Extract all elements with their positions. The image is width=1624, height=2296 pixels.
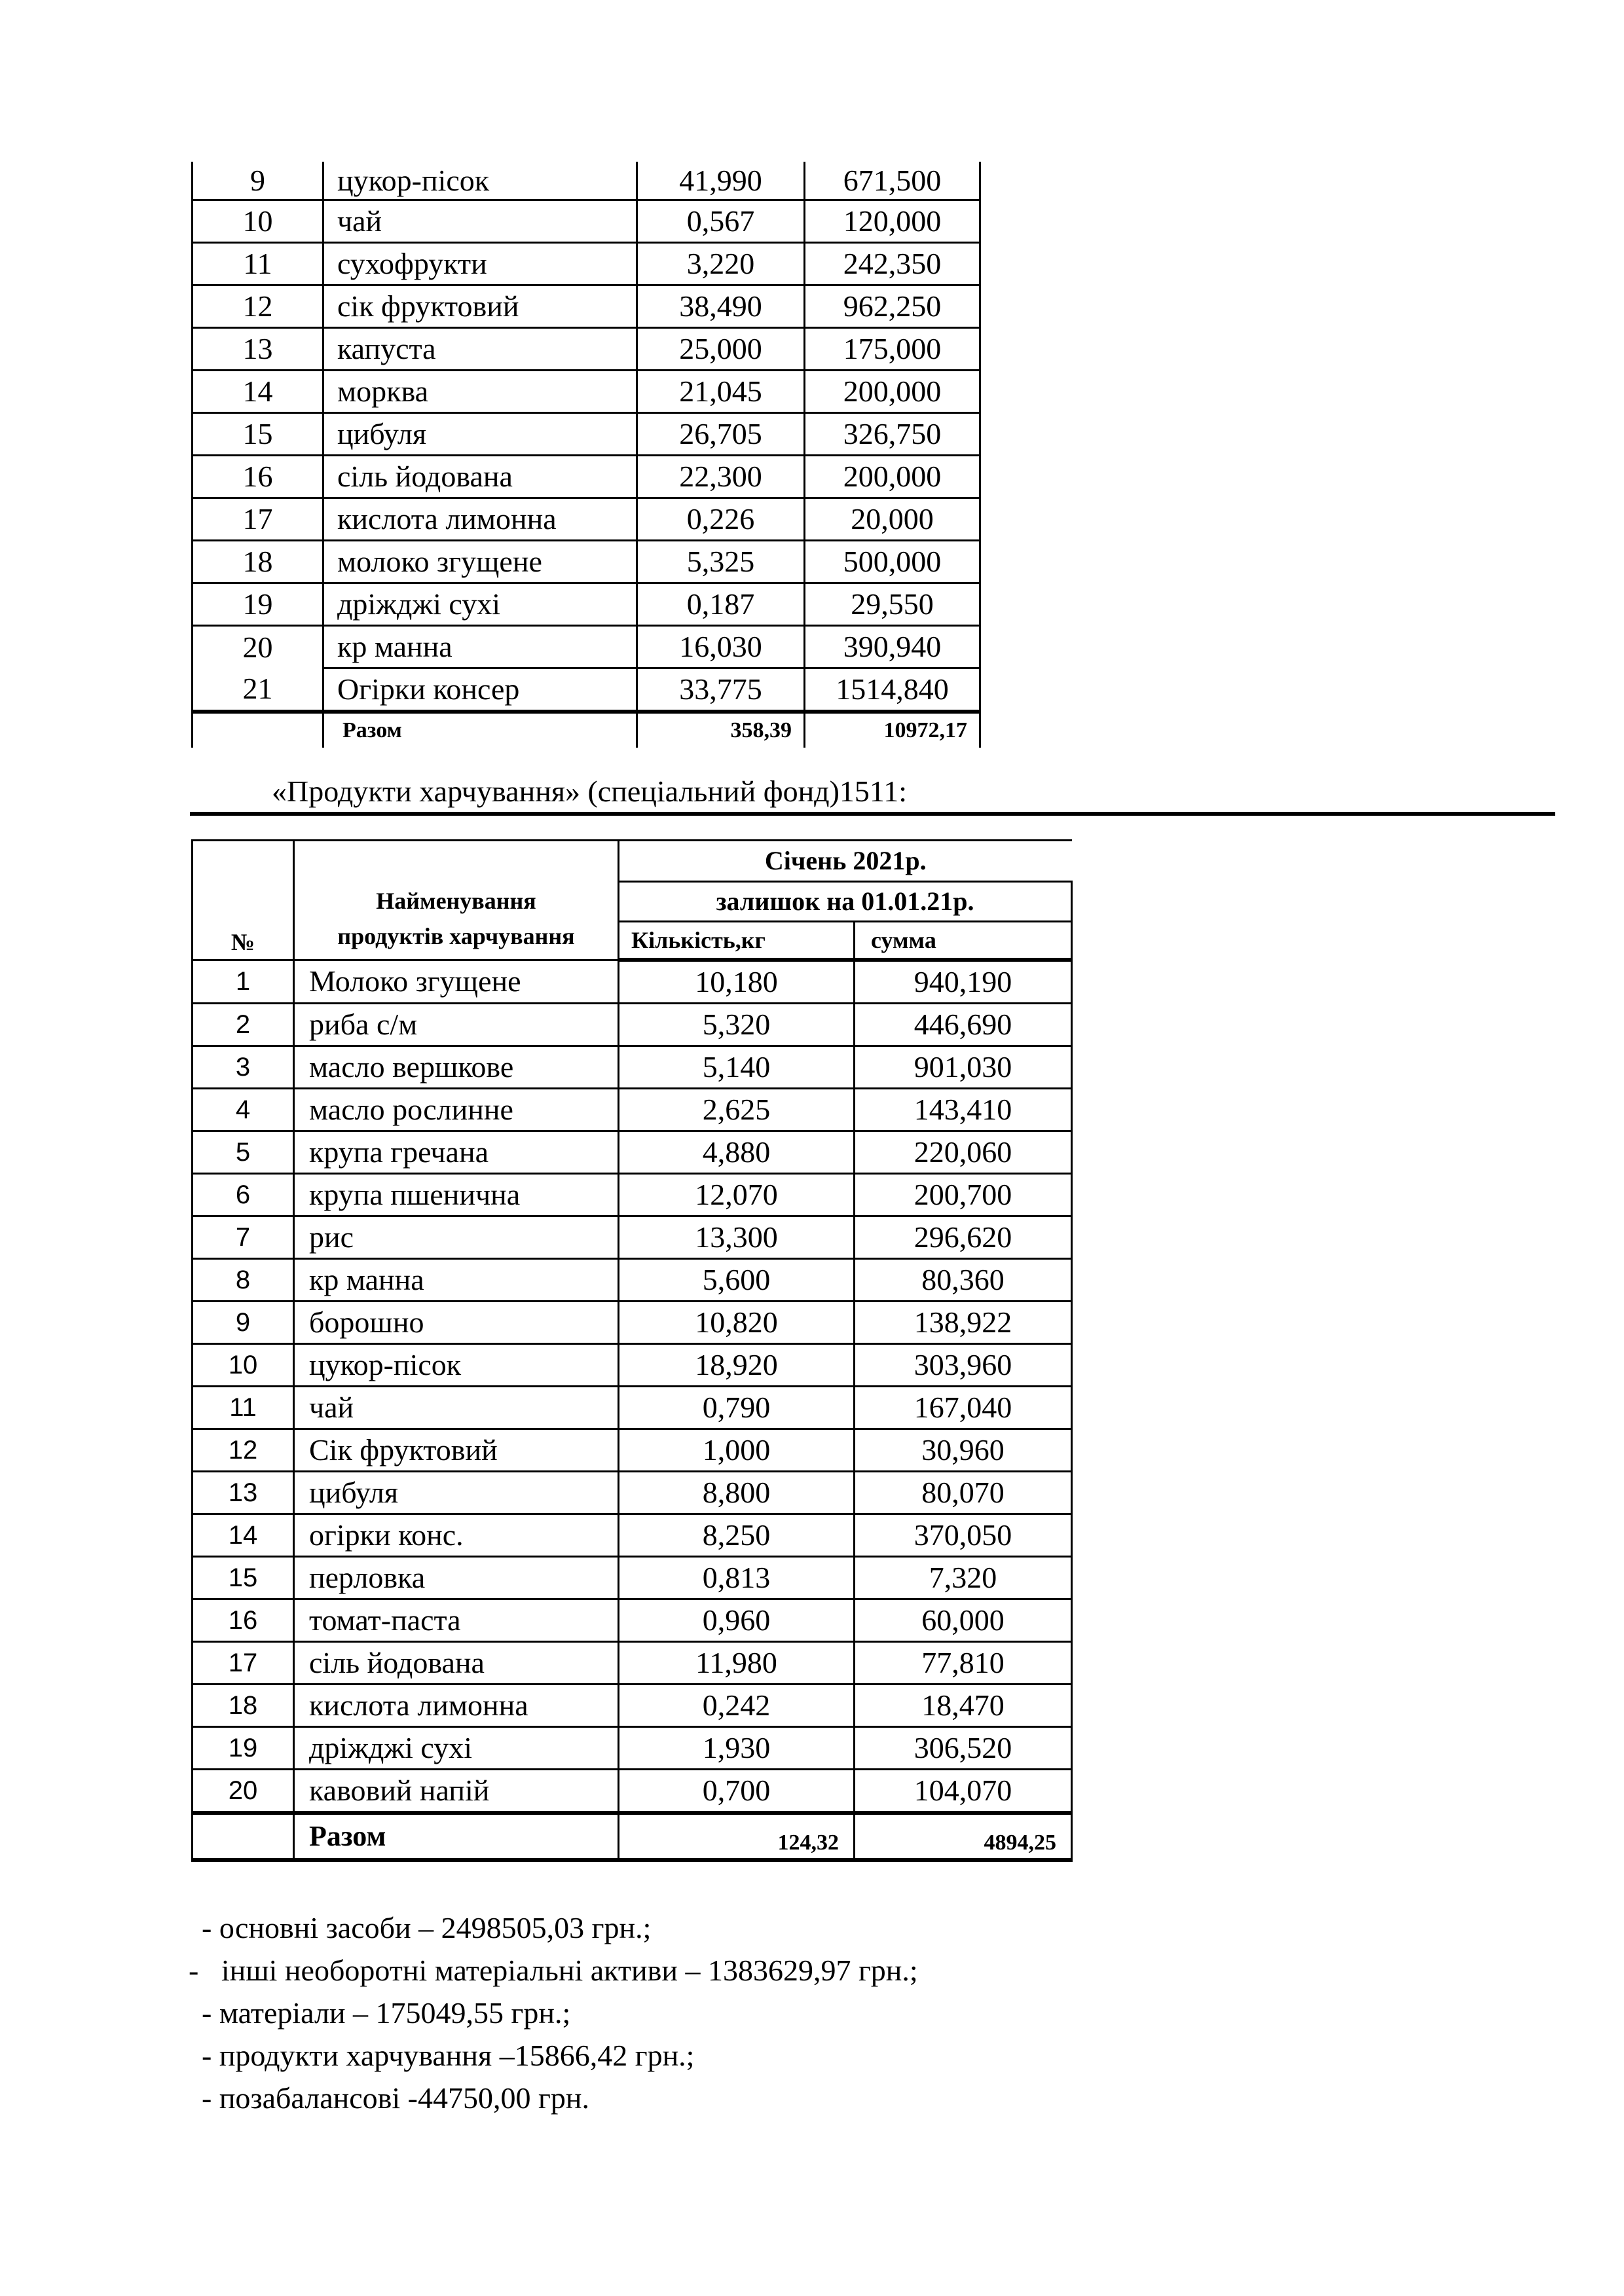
product-name: масло вершкове	[294, 1046, 619, 1089]
product-name: крупа гречана	[294, 1131, 619, 1174]
sum-cell: 901,030	[855, 1046, 1072, 1089]
quantity-cell: 10,180	[619, 960, 855, 1004]
quantity-cell: 38,490	[637, 285, 805, 328]
sum-cell: 104,070	[855, 1770, 1072, 1813]
quantity-cell: 8,800	[619, 1472, 855, 1514]
table-row	[193, 1472, 1072, 1514]
product-name: перловка	[294, 1557, 619, 1599]
quantity-cell: 3,220	[637, 243, 805, 285]
quantity-cell: 0,187	[637, 583, 805, 626]
product-name: сік фруктовий	[323, 285, 637, 328]
quantity-cell: 0,790	[619, 1387, 855, 1429]
row-number: 13	[193, 328, 323, 371]
total-row	[193, 712, 980, 748]
header-quantity: Кількість,кг	[619, 922, 855, 960]
product-name: дріжджі сухі	[323, 583, 637, 626]
table-row	[193, 413, 980, 456]
row-number: 15	[193, 1557, 294, 1599]
table-row	[193, 498, 980, 541]
table-row	[193, 328, 980, 371]
row-number: 17	[193, 498, 323, 541]
table-row	[193, 200, 980, 243]
product-name: дріжджі сухі	[294, 1727, 619, 1770]
table-row	[193, 668, 980, 712]
total-label: Разом	[323, 712, 637, 748]
sum-cell: 200,700	[855, 1174, 1072, 1216]
row-number: 19	[193, 1727, 294, 1770]
quantity-cell: 12,070	[619, 1174, 855, 1216]
sum-cell: 80,070	[855, 1472, 1072, 1514]
quantity-cell: 0,567	[637, 200, 805, 243]
quantity-cell: 2,625	[619, 1089, 855, 1131]
table-row	[193, 1429, 1072, 1472]
total-quantity: 358,39	[637, 712, 805, 748]
row-number: 12	[193, 285, 323, 328]
section-divider	[190, 812, 1555, 816]
table-row	[193, 1770, 1072, 1813]
sum-cell: 500,000	[805, 541, 980, 583]
header-balance-date: залишок на 01.01.21р.	[619, 882, 1072, 922]
row-number: 8	[193, 1259, 294, 1302]
table-row	[193, 1131, 1072, 1174]
quantity-cell: 22,300	[637, 456, 805, 498]
quantity-cell: 0,226	[637, 498, 805, 541]
summary-other-noncurrent-assets: - інші необоротні матеріальні активи – 1383629,97 грн.;	[189, 1954, 918, 1987]
row-number: 18	[193, 1685, 294, 1727]
row-number: 20	[193, 626, 323, 668]
sum-cell: 7,320	[855, 1557, 1072, 1599]
table-row	[193, 626, 980, 668]
row-number: 1	[193, 960, 294, 1004]
sum-cell: 962,250	[805, 285, 980, 328]
header-product-name-line2: продуктів харчування	[337, 922, 575, 949]
row-number: 17	[193, 1642, 294, 1685]
row-number: 9	[193, 1302, 294, 1344]
table-row	[193, 1089, 1072, 1131]
product-name: кавовий напій	[294, 1770, 619, 1813]
header-product-name-line1: Найменування	[376, 887, 536, 914]
quantity-cell: 26,705	[637, 413, 805, 456]
table-row	[193, 162, 980, 200]
sum-cell: 29,550	[805, 583, 980, 626]
header-month: Січень 2021р.	[619, 841, 1072, 882]
product-name: чай	[323, 200, 637, 243]
total-quantity: 124,32	[619, 1813, 855, 1860]
quantity-cell: 25,000	[637, 328, 805, 371]
sum-cell: 80,360	[855, 1259, 1072, 1302]
row-number: 19	[193, 583, 323, 626]
row-number: 10	[193, 200, 323, 243]
header-sum: сумма	[855, 922, 1072, 960]
row-number: 20	[193, 1770, 294, 1813]
quantity-cell: 21,045	[637, 371, 805, 413]
row-number: 7	[193, 1216, 294, 1259]
row-number: 12	[193, 1429, 294, 1472]
summary-off-balance: - позабалансові -44750,00 грн.	[202, 2081, 589, 2115]
product-name: рис	[294, 1216, 619, 1259]
table-row	[193, 243, 980, 285]
row-number: 4	[193, 1089, 294, 1131]
sum-cell: 940,190	[855, 960, 1072, 1004]
row-number: 5	[193, 1131, 294, 1174]
table-row	[193, 1259, 1072, 1302]
product-name: сухофрукти	[323, 243, 637, 285]
table-row	[193, 456, 980, 498]
food-products-table-special-fund	[191, 839, 1073, 1862]
product-name: Сік фруктовий	[294, 1429, 619, 1472]
row-number: 16	[193, 1599, 294, 1642]
sum-cell: 60,000	[855, 1599, 1072, 1642]
total-sum: 4894,25	[855, 1813, 1072, 1860]
table-row	[193, 541, 980, 583]
quantity-cell: 8,250	[619, 1514, 855, 1557]
table-row	[193, 960, 1072, 1004]
table-row	[193, 1514, 1072, 1557]
quantity-cell: 16,030	[637, 626, 805, 668]
quantity-cell: 4,880	[619, 1131, 855, 1174]
product-name: крупа пшенична	[294, 1174, 619, 1216]
sum-cell: 303,960	[855, 1344, 1072, 1387]
row-number: 11	[193, 1387, 294, 1429]
sum-cell: 200,000	[805, 456, 980, 498]
table-row	[193, 583, 980, 626]
sum-cell: 671,500	[805, 162, 980, 200]
sum-cell: 167,040	[855, 1387, 1072, 1429]
product-name: риба с/м	[294, 1004, 619, 1046]
sum-cell: 20,000	[805, 498, 980, 541]
sum-cell: 220,060	[855, 1131, 1072, 1174]
row-number: 18	[193, 541, 323, 583]
sum-cell: 77,810	[855, 1642, 1072, 1685]
product-name: цукор-пісок	[323, 162, 637, 200]
quantity-cell: 1,000	[619, 1429, 855, 1472]
sum-cell: 306,520	[855, 1727, 1072, 1770]
quantity-cell: 0,700	[619, 1770, 855, 1813]
quantity-cell: 5,600	[619, 1259, 855, 1302]
summary-fixed-assets: - основні засоби – 2498505,03 грн.;	[202, 1911, 652, 1944]
product-name: молоко згущене	[323, 541, 637, 583]
total-sum: 10972,17	[805, 712, 980, 748]
sum-cell: 120,000	[805, 200, 980, 243]
special-fund-caption: «Продукти харчування» (спеціальний фонд)1511:	[272, 774, 907, 808]
sum-cell: 138,922	[855, 1302, 1072, 1344]
product-name: кр манна	[294, 1259, 619, 1302]
product-name: Молоко згущене	[294, 960, 619, 1004]
total-label: Разом	[294, 1813, 619, 1860]
table-row	[193, 1387, 1072, 1429]
total-row	[193, 1813, 1072, 1860]
row-number: 6	[193, 1174, 294, 1216]
product-name: цибуля	[294, 1472, 619, 1514]
table-row	[193, 1004, 1072, 1046]
sum-cell: 242,350	[805, 243, 980, 285]
product-name: сіль йодована	[323, 456, 637, 498]
quantity-cell: 11,980	[619, 1642, 855, 1685]
quantity-cell: 13,300	[619, 1216, 855, 1259]
product-name: цибуля	[323, 413, 637, 456]
table-row	[193, 1174, 1072, 1216]
product-name: цукор-пісок	[294, 1344, 619, 1387]
summary-materials: - матеріали – 175049,55 грн.;	[202, 1996, 571, 2030]
product-name: кислота лимонна	[294, 1685, 619, 1727]
table-row	[193, 1344, 1072, 1387]
row-number: 9	[193, 162, 323, 200]
quantity-cell: 33,775	[637, 668, 805, 712]
table-row	[193, 1599, 1072, 1642]
table-row	[193, 1046, 1072, 1089]
quantity-cell: 0,960	[619, 1599, 855, 1642]
sum-cell: 200,000	[805, 371, 980, 413]
row-number: 14	[193, 371, 323, 413]
total-empty-cell	[193, 1813, 294, 1860]
quantity-cell: 5,325	[637, 541, 805, 583]
food-products-table-general	[191, 162, 981, 748]
row-number: 13	[193, 1472, 294, 1514]
product-name: морква	[323, 371, 637, 413]
quantity-cell: 5,320	[619, 1004, 855, 1046]
table-row	[193, 1727, 1072, 1770]
row-number: 11	[193, 243, 323, 285]
row-number: 2	[193, 1004, 294, 1046]
header-row-month	[193, 841, 1072, 882]
quantity-cell: 0,242	[619, 1685, 855, 1727]
total-empty-cell	[193, 712, 323, 748]
product-name: томат-паста	[294, 1599, 619, 1642]
table-row	[193, 285, 980, 328]
product-name: кр манна	[323, 626, 637, 668]
row-number: 21	[193, 668, 323, 712]
product-name: капуста	[323, 328, 637, 371]
product-name: сіль йодована	[294, 1642, 619, 1685]
sum-cell: 370,050	[855, 1514, 1072, 1557]
quantity-cell: 0,813	[619, 1557, 855, 1599]
row-number: 15	[193, 413, 323, 456]
table-row	[193, 1557, 1072, 1599]
product-name: масло рослинне	[294, 1089, 619, 1131]
table-row	[193, 1302, 1072, 1344]
header-product-name	[294, 841, 619, 960]
row-number: 3	[193, 1046, 294, 1089]
sum-cell: 326,750	[805, 413, 980, 456]
quantity-cell: 18,920	[619, 1344, 855, 1387]
sum-cell: 30,960	[855, 1429, 1072, 1472]
quantity-cell: 41,990	[637, 162, 805, 200]
table-row	[193, 371, 980, 413]
sum-cell: 143,410	[855, 1089, 1072, 1131]
product-name: кислота лимонна	[323, 498, 637, 541]
row-number: 16	[193, 456, 323, 498]
row-number: 10	[193, 1344, 294, 1387]
product-name: огірки конс.	[294, 1514, 619, 1557]
sum-cell: 18,470	[855, 1685, 1072, 1727]
quantity-cell: 10,820	[619, 1302, 855, 1344]
table-row	[193, 1642, 1072, 1685]
table-row	[193, 1685, 1072, 1727]
sum-cell: 296,620	[855, 1216, 1072, 1259]
sum-cell: 1514,840	[805, 668, 980, 712]
quantity-cell: 1,930	[619, 1727, 855, 1770]
sum-cell: 390,940	[805, 626, 980, 668]
sum-cell: 175,000	[805, 328, 980, 371]
sum-cell: 446,690	[855, 1004, 1072, 1046]
product-name: Огірки консер	[323, 668, 637, 712]
product-name: борошно	[294, 1302, 619, 1344]
row-number: 14	[193, 1514, 294, 1557]
summary-food-products: - продукти харчування –15866,42 грн.;	[202, 2039, 695, 2072]
product-name: чай	[294, 1387, 619, 1429]
header-number: №	[193, 841, 294, 960]
quantity-cell: 5,140	[619, 1046, 855, 1089]
table-row	[193, 1216, 1072, 1259]
